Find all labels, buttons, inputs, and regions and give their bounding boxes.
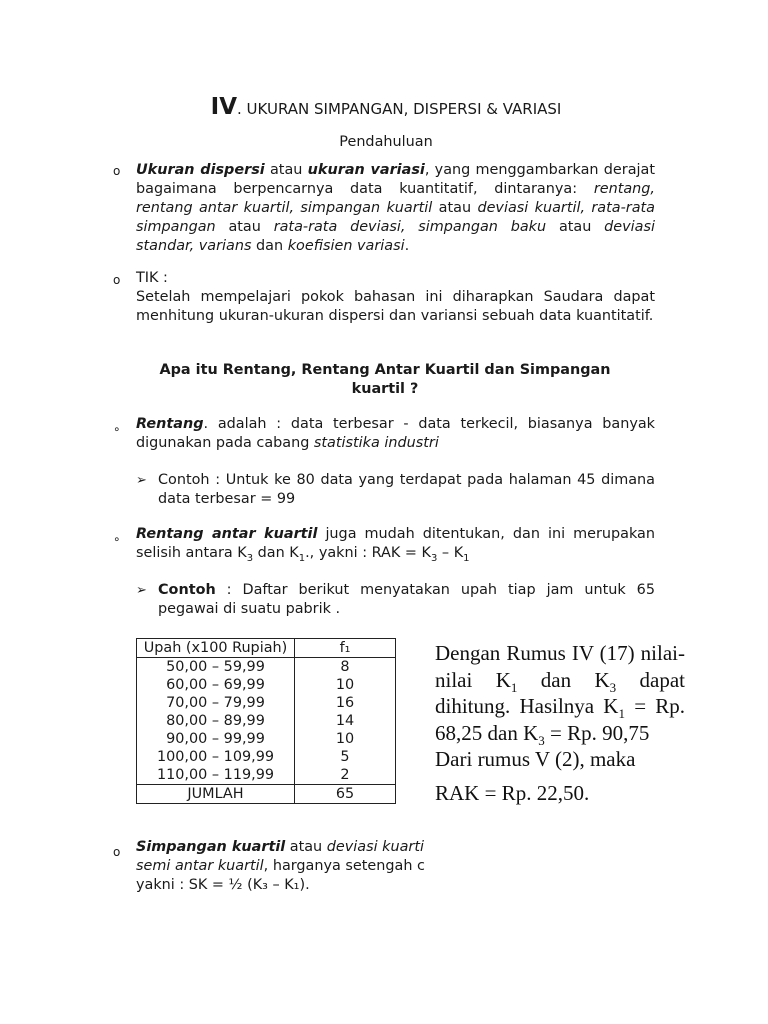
text-run: atau (546, 219, 605, 235)
rak-formula-line: Dari rumus V (2), maka (435, 747, 636, 771)
chapter-number: IV (210, 94, 238, 120)
term-list: rata-rata deviasi, simpangan baku (273, 219, 547, 235)
subscript: 1 (298, 552, 306, 564)
intro-paragraph (136, 161, 655, 256)
term-list: rentang, rentang antar kuartil, simpangan kuartil (136, 181, 655, 216)
text-run: dan (251, 238, 288, 254)
table-cell: 70,00 – 79,99 (137, 694, 295, 712)
table-cell: 14 (295, 712, 396, 730)
table-row (137, 730, 396, 748)
table-row (137, 748, 396, 766)
table-cell: 60,00 – 69,99 (137, 676, 295, 694)
example-label: Contoh (158, 582, 216, 598)
text-run: Dengan Rumus IV (17) nilai-nilai K (435, 641, 685, 692)
text-run: dapat dihitung. Hasilnya K (435, 667, 685, 718)
text-run: atau (215, 219, 274, 235)
table-cell-total-label: JUMLAH (137, 785, 295, 804)
rak-paragraph (136, 525, 655, 563)
subscript: 3 (538, 732, 545, 748)
table-total-row (137, 785, 396, 804)
term-simpangan-kuartil: Simpangan kuartil (136, 839, 286, 855)
chapter-title-text: . UKURAN SIMPANGAN, DISPERSI & VARIASI (237, 100, 562, 118)
header-frequency: f₁ (295, 639, 396, 658)
tik-label: TIK : (136, 270, 168, 286)
text-run: juga mudah ditentukan, dan ini merupakan selisih antara K (136, 526, 655, 561)
text-run: – K (437, 545, 464, 561)
term-list: koefisien variasi (287, 238, 405, 254)
term-semi-antar-kuartil: semi antar kuartil (136, 858, 264, 874)
term-statistika-industri: statistika industri (313, 435, 439, 451)
table-header-row (137, 639, 396, 658)
term-ukuran-dispersi: Ukuran dispersi (136, 162, 265, 178)
subscript: 1 (463, 552, 470, 564)
sk-line-3: yakni : SK = ½ (K₃ – K₁). (136, 877, 310, 893)
term-rentang-antar-kuartil: Rentang antar kuartil (136, 526, 318, 542)
bullet-marker: o (113, 845, 121, 859)
rak-result-line: RAK = Rp. 22,50. (435, 780, 590, 805)
sk-line-1 (136, 838, 436, 857)
arrow-marker: ➢ (136, 473, 147, 488)
chapter-title (136, 93, 636, 123)
text-run: atau (285, 839, 327, 855)
section-heading: Apa itu Rentang, Rentang Antar Kuartil dan Simpangan kuartil ? (159, 362, 611, 397)
text-run: ., yakni : RAK = K (305, 545, 431, 561)
table-cell: 5 (295, 748, 396, 766)
table-cell: 8 (295, 658, 396, 677)
table-cell: 80,00 – 89,99 (137, 712, 295, 730)
text-run: = Rp. 90,75 (544, 720, 650, 745)
text-run: . (404, 238, 410, 254)
bullet-marker: ∘ (113, 532, 121, 546)
wage-table (136, 638, 396, 804)
table-cell: 10 (295, 730, 396, 748)
text-run: : Daftar berikut menyatakan upah tiap jam untuk 65 pegawai di suatu pabrik . (158, 582, 655, 617)
text-run: atau (432, 200, 478, 216)
text-run: , yang menggambarkan derajat bagaimana berpencarnya data kuantitatif, dintaranya: (136, 162, 655, 197)
term-ukuran-variasi: ukuran variasi (307, 162, 425, 178)
tik-paragraph: Setelah mempelajari pokok bahasan ini diharapkan Saudara dapat menhitung ukuran-ukuran dispersi dan variansi sebuah data kuantitatif. (136, 289, 655, 324)
intro-heading: Pendahuluan (339, 134, 433, 150)
subscript: 3 (430, 552, 438, 564)
table-cell: 10 (295, 676, 396, 694)
arrow-marker: ➢ (136, 583, 147, 598)
table-cell: 90,00 – 99,99 (137, 730, 295, 748)
header-upah: Upah (x100 Rupiah) (137, 639, 295, 658)
rak-result-box (435, 640, 685, 806)
table-cell: 110,00 – 119,99 (137, 766, 295, 785)
text-run: = Rp. 68,25 dan K (435, 694, 685, 745)
table-row (137, 766, 396, 785)
term-list: deviasi standar, varians (136, 219, 655, 254)
example-2 (158, 581, 655, 619)
subscript: 3 (246, 552, 254, 564)
term-rentang: Rentang (136, 416, 204, 432)
table-cell-total-value: 65 (295, 785, 396, 804)
rentang-paragraph (136, 415, 655, 453)
bullet-marker: o (113, 164, 121, 178)
table-row (137, 676, 396, 694)
text-run: , harganya setengah c (263, 858, 425, 874)
sk-line-2 (136, 857, 436, 876)
bullet-marker: ∘ (113, 422, 121, 436)
table-row (137, 658, 396, 677)
term-list: deviasi kuartil, rata-rata simpangan (136, 200, 655, 235)
text-run: atau (264, 162, 308, 178)
term-deviasi-kuartil: deviasi kuarti (326, 839, 424, 855)
text-run: dan K (253, 545, 299, 561)
subscript: 1 (510, 679, 518, 695)
table-cell: 2 (295, 766, 396, 785)
table-row (137, 694, 396, 712)
subscript: 3 (609, 679, 617, 695)
table-cell: 50,00 – 59,99 (137, 658, 295, 677)
bullet-marker: o (113, 273, 121, 287)
table-cell: 100,00 – 109,99 (137, 748, 295, 766)
text-run: dan K (517, 667, 610, 692)
subscript: 1 (618, 706, 625, 722)
example-1: Contoh : Untuk ke 80 data yang terdapat pada halaman 45 dimana data terbesar = 99 (158, 472, 655, 507)
table-row (137, 712, 396, 730)
text-run: . adalah : data terbesar - data terkecil, biasanya banyak digunakan pada cabang (136, 416, 655, 451)
table-cell: 16 (295, 694, 396, 712)
